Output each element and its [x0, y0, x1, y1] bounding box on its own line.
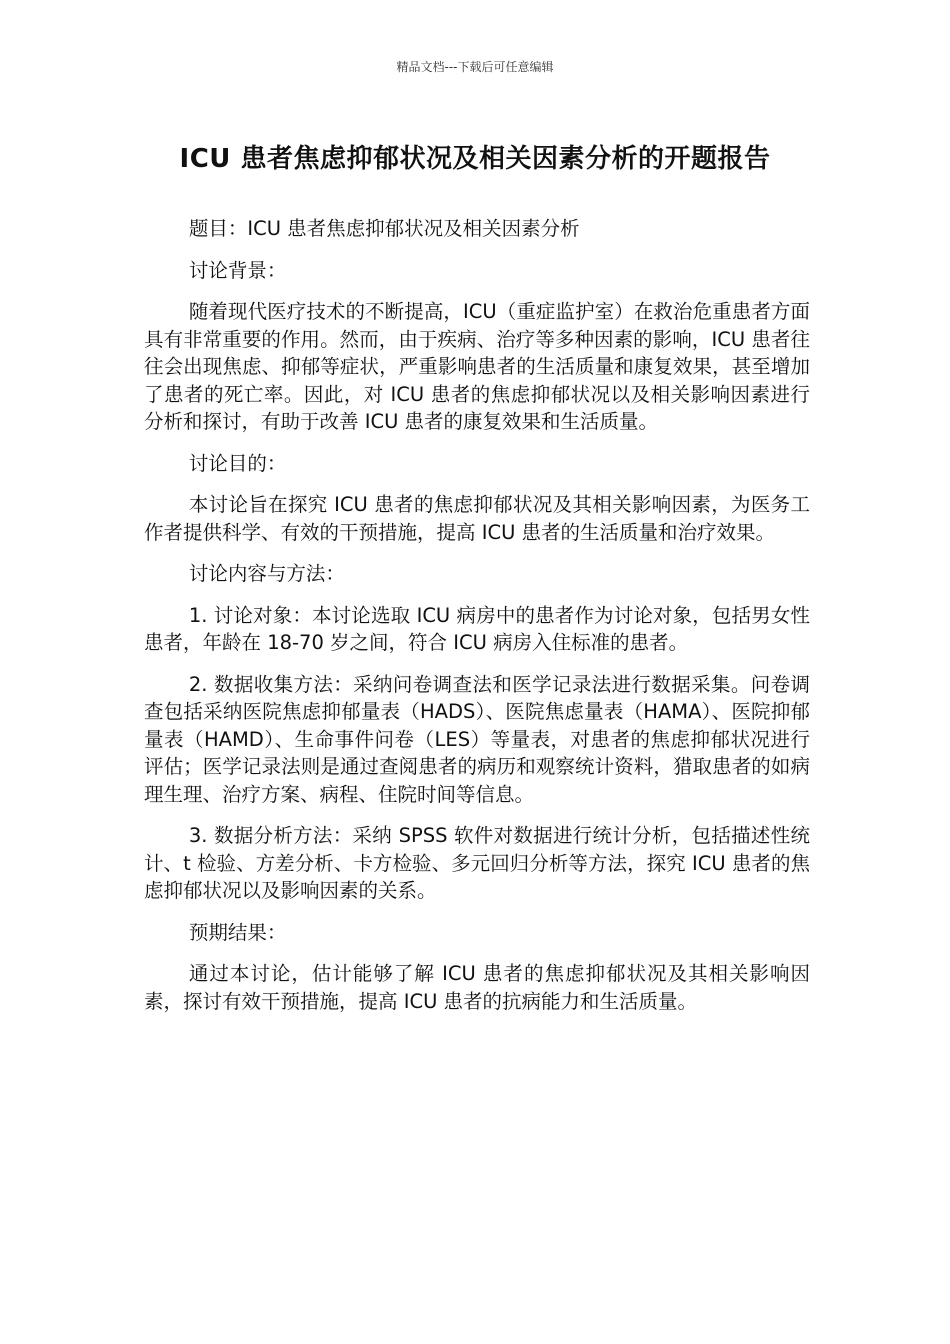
section-heading-purpose: 讨论目的： — [188, 451, 287, 475]
page-header-note: 精品文档---下载后可任意编辑 — [396, 60, 554, 74]
document-body — [144, 215, 810, 1029]
paragraph-background: 随着现代医疗技术的不断提高，ICU（重症监护室）在救治危重患者方面具有非常重要的作用。然而，由于疾病、治疗等多种因素的影响，ICU 患者往往会出现焦虑、抑郁等症状，严重影响患者的生活质量和康复效果，甚至增加了患者的死亡率。因此，对 ICU 患者的焦虑抑郁状况以及相关影响因素进行分析和探讨，有助于改善 ICU 患者的康复效果和生活质量。 — [144, 300, 810, 433]
document-title: ICU 患者焦虑抑郁状况及相关因素分析的开题报告 — [179, 144, 771, 174]
topic-line: 题目：ICU 患者焦虑抑郁状况及相关因素分析 — [188, 217, 580, 240]
paragraph-purpose: 本讨论旨在探究 ICU 患者的焦虑抑郁状况及其相关影响因素，为医务工作者提供科学、有效的干预措施，提高 ICU 患者的生活质量和治疗效果。 — [144, 493, 810, 544]
paragraph-data-analysis: 3. 数据分析方法：采纳 SPSS 软件对数据进行统计分析，包括描述性统计、t 检验、方差分析、卡方检验、多元回归分析等方法，探究 ICU 患者的焦虑抑郁状况以及影响因素的关系。 — [144, 824, 810, 902]
section-heading-expected-results: 预期结果： — [188, 920, 287, 944]
paragraph-expected-results: 通过本讨论，估计能够了解 ICU 患者的焦虑抑郁状况及其相关影响因素，探讨有效干预措施，提高 ICU 患者的抗病能力和生活质量。 — [144, 962, 810, 1013]
section-heading-methods: 讨论内容与方法： — [188, 562, 345, 585]
section-heading-background: 讨论背景： — [188, 258, 287, 282]
paragraph-subjects: 1. 讨论对象：本讨论选取 ICU 病房中的患者作为讨论对象，包括男女性患者，年龄在 18-70 岁之间，符合 ICU 病房入住标准的患者。 — [144, 603, 810, 654]
paragraph-data-collection: 2. 数据收集方法：采纳问卷调查法和医学记录法进行数据采集。问卷调查包括采纳医院焦虑抑郁量表（HADS）、医院焦虑量表（HAMA）、医院抑郁量表（HAMD）、生命事件问卷（LES）等量表，对患者的焦虑抑郁状况进行评估；医学记录法则是通过查阅患者的病历和观察统计资料，猎取患者的如病理生理、治疗方案、病程、住院时间等信息。 — [144, 672, 810, 806]
